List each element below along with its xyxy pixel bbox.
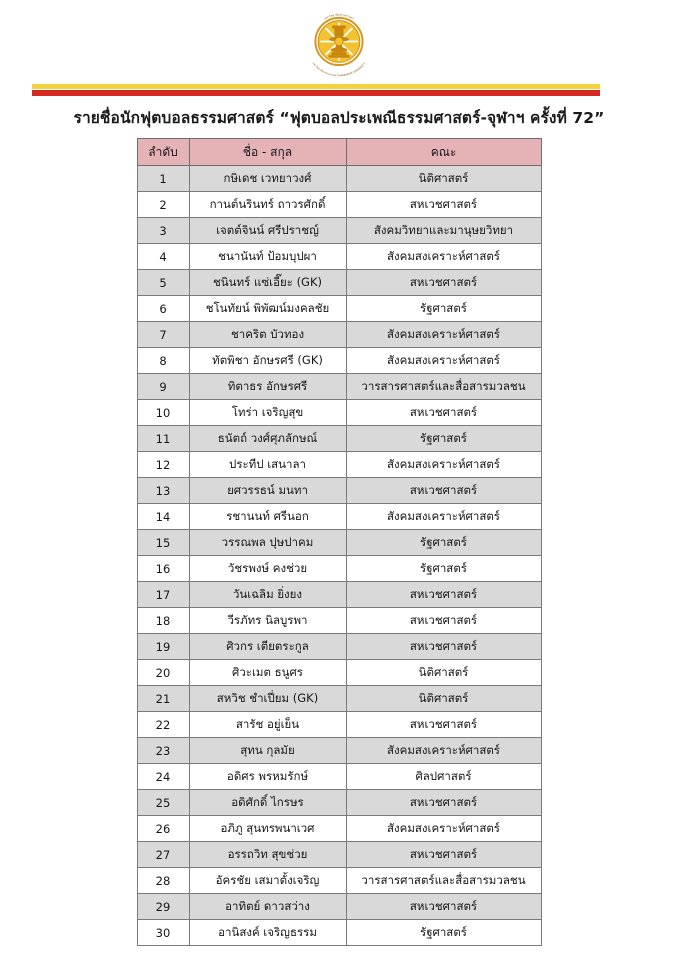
roster-table-container bbox=[0, 138, 678, 946]
cell-faculty: สหเวชศาสตร์ bbox=[346, 270, 541, 296]
cell-name: วัชรพงษ์ คงช่วย bbox=[189, 556, 346, 582]
cell-name: ประทีป เสนาลา bbox=[189, 452, 346, 478]
table-row bbox=[137, 270, 541, 296]
table-row bbox=[137, 816, 541, 842]
column-header-faculty: คณะ bbox=[346, 139, 541, 166]
cell-no: 25 bbox=[137, 790, 189, 816]
cell-no: 2 bbox=[137, 192, 189, 218]
table-row bbox=[137, 686, 541, 712]
cell-no: 17 bbox=[137, 582, 189, 608]
table-body bbox=[137, 166, 541, 946]
cell-no: 28 bbox=[137, 868, 189, 894]
cell-name: กษิเดช เวทยาวงศ์ bbox=[189, 166, 346, 192]
table-row bbox=[137, 738, 541, 764]
cell-no: 13 bbox=[137, 478, 189, 504]
table-row bbox=[137, 244, 541, 270]
cell-faculty: สังคมสงเคราะห์ศาสตร์ bbox=[346, 244, 541, 270]
table-row bbox=[137, 374, 541, 400]
cell-name: อภิภู สุนทรพนาเวศ bbox=[189, 816, 346, 842]
cell-name: เจตต์จินน์ ศรีปราชญ์ bbox=[189, 218, 346, 244]
thammasat-university-seal-icon bbox=[301, 5, 377, 81]
cell-name: ทิตาธร อักษรศรี bbox=[189, 374, 346, 400]
cell-no: 9 bbox=[137, 374, 189, 400]
table-header-row bbox=[137, 139, 541, 166]
cell-faculty: รัฐศาสตร์ bbox=[346, 556, 541, 582]
cell-no: 19 bbox=[137, 634, 189, 660]
cell-name: ยศวรรธน์ มนทา bbox=[189, 478, 346, 504]
cell-faculty: สหเวชศาสตร์ bbox=[346, 634, 541, 660]
cell-faculty: รัฐศาสตร์ bbox=[346, 296, 541, 322]
cell-name: วีรภัทร นิลบูรพา bbox=[189, 608, 346, 634]
cell-no: 4 bbox=[137, 244, 189, 270]
cell-faculty: สังคมสงเคราะห์ศาสตร์ bbox=[346, 738, 541, 764]
cell-name: อานิสงค์ เจริญธรรม bbox=[189, 920, 346, 946]
cell-faculty: สหเวชศาสตร์ bbox=[346, 478, 541, 504]
cell-no: 6 bbox=[137, 296, 189, 322]
cell-faculty: สหเวชศาสตร์ bbox=[346, 894, 541, 920]
cell-faculty: สังคมสงเคราะห์ศาสตร์ bbox=[346, 504, 541, 530]
table-row bbox=[137, 478, 541, 504]
table-row bbox=[137, 166, 541, 192]
cell-faculty: สังคมสงเคราะห์ศาสตร์ bbox=[346, 322, 541, 348]
table-row bbox=[137, 530, 541, 556]
cell-faculty: วารสารศาสตร์และสื่อสารมวลชน bbox=[346, 868, 541, 894]
cell-faculty: สังคมสงเคราะห์ศาสตร์ bbox=[346, 348, 541, 374]
svg-text:มหาวิทยาลัยธรรมศาสตร์: มหาวิทยาลัยธรรมศาสตร์ bbox=[323, 12, 355, 21]
table-row bbox=[137, 842, 541, 868]
table-row bbox=[137, 868, 541, 894]
cell-no: 15 bbox=[137, 530, 189, 556]
cell-faculty: รัฐศาสตร์ bbox=[346, 530, 541, 556]
cell-name: สหวิช ชำเปี่ยม (GK) bbox=[189, 686, 346, 712]
cell-name: อัครชัย เสมาตั้งเจริญ bbox=[189, 868, 346, 894]
cell-name: วรรณพล ปุษปาคม bbox=[189, 530, 346, 556]
cell-name: โทร่า เจริญสุข bbox=[189, 400, 346, 426]
table-row bbox=[137, 582, 541, 608]
table-row bbox=[137, 920, 541, 946]
cell-no: 10 bbox=[137, 400, 189, 426]
table-row bbox=[137, 348, 541, 374]
table-row bbox=[137, 660, 541, 686]
table-row bbox=[137, 504, 541, 530]
cell-faculty: สังคมวิทยาและมานุษยวิทยา bbox=[346, 218, 541, 244]
table-header bbox=[137, 139, 541, 166]
table-row bbox=[137, 712, 541, 738]
cell-no: 27 bbox=[137, 842, 189, 868]
table-row bbox=[137, 556, 541, 582]
cell-faculty: สหเวชศาสตร์ bbox=[346, 790, 541, 816]
cell-faculty: นิติศาสตร์ bbox=[346, 660, 541, 686]
cell-name: สุทน กุลมัย bbox=[189, 738, 346, 764]
cell-no: 12 bbox=[137, 452, 189, 478]
table-row bbox=[137, 192, 541, 218]
cell-no: 7 bbox=[137, 322, 189, 348]
cell-faculty: รัฐศาสตร์ bbox=[346, 920, 541, 946]
cell-faculty: สหเวชศาสตร์ bbox=[346, 842, 541, 868]
cell-name: ชโนทัยน์ พิพัฒน์มงคลชัย bbox=[189, 296, 346, 322]
table-row bbox=[137, 322, 541, 348]
cell-faculty: รัฐศาสตร์ bbox=[346, 426, 541, 452]
cell-no: 20 bbox=[137, 660, 189, 686]
cell-name: กานต์นรินทร์ ถาวรศักดิ์ bbox=[189, 192, 346, 218]
cell-faculty: สหเวชศาสตร์ bbox=[346, 712, 541, 738]
cell-name: สารัช อยู่เย็น bbox=[189, 712, 346, 738]
cell-no: 14 bbox=[137, 504, 189, 530]
cell-name: ชนินทร์ แซ่เอี๊ยะ (GK) bbox=[189, 270, 346, 296]
cell-faculty: นิติศาสตร์ bbox=[346, 686, 541, 712]
cell-name: ศิวกร เตียตระกูล bbox=[189, 634, 346, 660]
cell-no: 30 bbox=[137, 920, 189, 946]
cell-faculty: วารสารศาสตร์และสื่อสารมวลชน bbox=[346, 374, 541, 400]
table-row bbox=[137, 634, 541, 660]
table-row bbox=[137, 218, 541, 244]
cell-no: 3 bbox=[137, 218, 189, 244]
cell-name: วันเฉลิม ยิ่งยง bbox=[189, 582, 346, 608]
column-header-name: ชื่อ - สกุล bbox=[189, 139, 346, 166]
cell-faculty: สังคมสงเคราะห์ศาสตร์ bbox=[346, 452, 541, 478]
cell-faculty: นิติศาสตร์ bbox=[346, 166, 541, 192]
cell-no: 22 bbox=[137, 712, 189, 738]
cell-no: 1 bbox=[137, 166, 189, 192]
table-row bbox=[137, 296, 541, 322]
cell-no: 5 bbox=[137, 270, 189, 296]
svg-text:มหาวิทยาลัยธรรมศาสตร์ THAMMAS: มหาวิทยาลัยธรรมศาสตร์ THAMMASAT UNIVERSITY bbox=[311, 62, 367, 78]
cell-faculty: สหเวชศาสตร์ bbox=[346, 192, 541, 218]
cell-no: 26 bbox=[137, 816, 189, 842]
table-row bbox=[137, 894, 541, 920]
cell-no: 11 bbox=[137, 426, 189, 452]
cell-no: 29 bbox=[137, 894, 189, 920]
cell-name: อดิศักดิ์ ไกรษร bbox=[189, 790, 346, 816]
cell-name: รชานนท์ ศรีนอก bbox=[189, 504, 346, 530]
table-row bbox=[137, 400, 541, 426]
cell-faculty: สหเวชศาสตร์ bbox=[346, 400, 541, 426]
cell-name: ทัตพิชา อักษรศรี (GK) bbox=[189, 348, 346, 374]
cell-name: อาทิตย์ ดาวสว่าง bbox=[189, 894, 346, 920]
cell-no: 21 bbox=[137, 686, 189, 712]
table-row bbox=[137, 426, 541, 452]
table-row bbox=[137, 608, 541, 634]
cell-no: 24 bbox=[137, 764, 189, 790]
cell-faculty: สหเวชศาสตร์ bbox=[346, 582, 541, 608]
cell-name: ชนานันท์ ป้อมบุปผา bbox=[189, 244, 346, 270]
cell-faculty: สหเวชศาสตร์ bbox=[346, 608, 541, 634]
table-row bbox=[137, 452, 541, 478]
page-title: รายชื่อนักฟุตบอลธรรมศาสตร์ “ฟุตบอลประเพณีธรรมศาสตร์-จุฬาฯ ครั้งที่ 72” bbox=[73, 109, 605, 127]
table-row bbox=[137, 764, 541, 790]
decorative-ribbon bbox=[32, 84, 600, 96]
cell-no: 8 bbox=[137, 348, 189, 374]
table-row bbox=[137, 790, 541, 816]
university-logo-container bbox=[0, 0, 678, 84]
roster-table bbox=[137, 138, 542, 946]
cell-name: อรรถวิท สุขช่วย bbox=[189, 842, 346, 868]
cell-name: ธนัตถ์ วงศ์ศุภลักษณ์ bbox=[189, 426, 346, 452]
cell-no: 18 bbox=[137, 608, 189, 634]
cell-no: 23 bbox=[137, 738, 189, 764]
cell-name: ชาคริต บัวทอง bbox=[189, 322, 346, 348]
cell-no: 16 bbox=[137, 556, 189, 582]
cell-faculty: สังคมสงเคราะห์ศาสตร์ bbox=[346, 816, 541, 842]
column-header-no: ลำดับ bbox=[137, 139, 189, 166]
cell-name: ศิวะเมต ธนูศร bbox=[189, 660, 346, 686]
cell-name: อดิศร พรหมรักษ์ bbox=[189, 764, 346, 790]
cell-faculty: ศิลปศาสตร์ bbox=[346, 764, 541, 790]
